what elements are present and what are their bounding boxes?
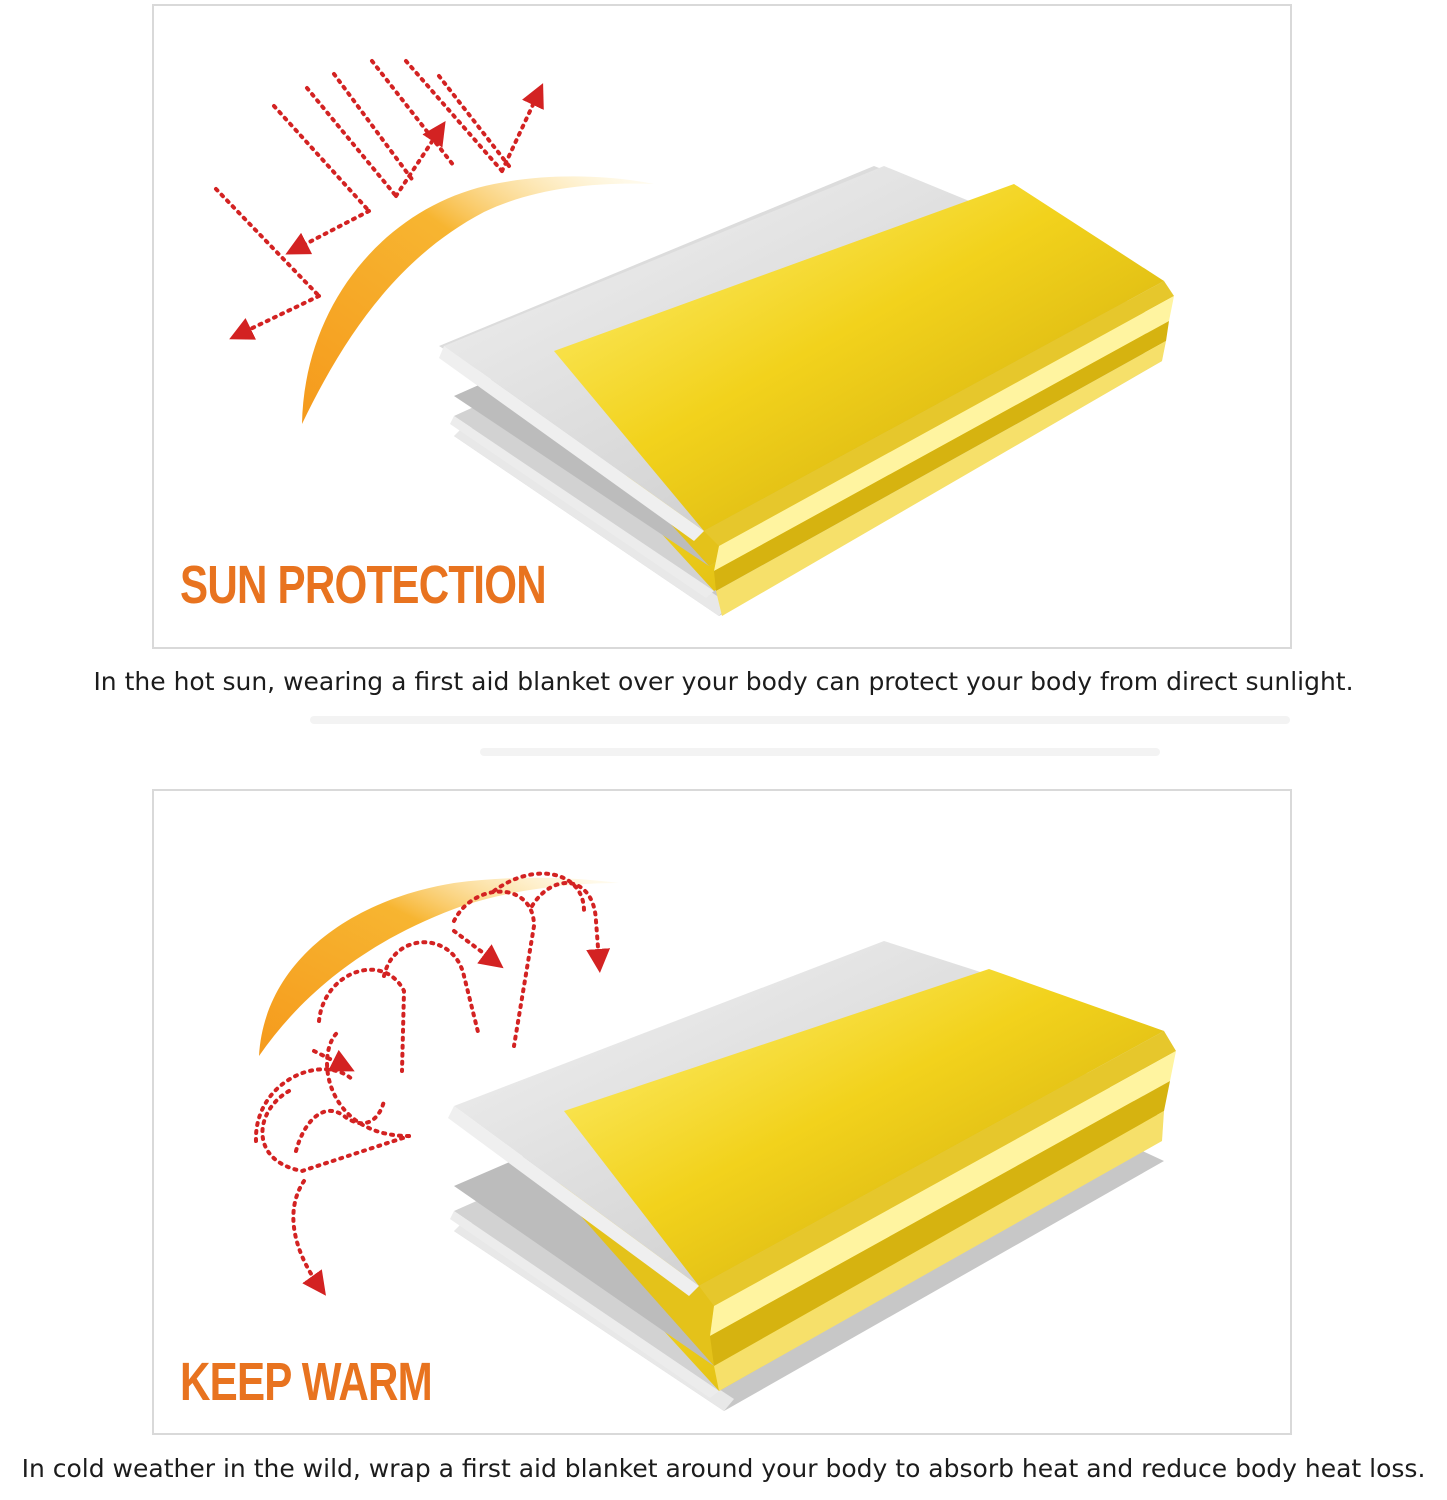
keep-warm-panel <box>152 789 1292 1435</box>
faded-text-artifact <box>310 716 1290 724</box>
section-caption: In cold weather in the wild, wrap a first aid blanket around your body to absorb heat and reduce body heat loss. <box>21 1454 1426 1483</box>
keep-warm-illustration <box>154 791 1292 1435</box>
sun-protection-illustration <box>154 6 1292 649</box>
emergency-blanket-icon <box>448 941 1176 1411</box>
emergency-blanket-icon <box>439 166 1174 616</box>
section-caption: In the hot sun, wearing a first aid blanket over your body can protect your body from direct sunlight. <box>93 667 1354 696</box>
sun-arc-icon <box>259 878 619 1056</box>
faded-text-artifact <box>480 748 1160 756</box>
section-headline: SUN PROTECTION <box>180 555 546 615</box>
section-headline: KEEP WARM <box>180 1352 432 1412</box>
sun-protection-panel <box>152 4 1292 649</box>
